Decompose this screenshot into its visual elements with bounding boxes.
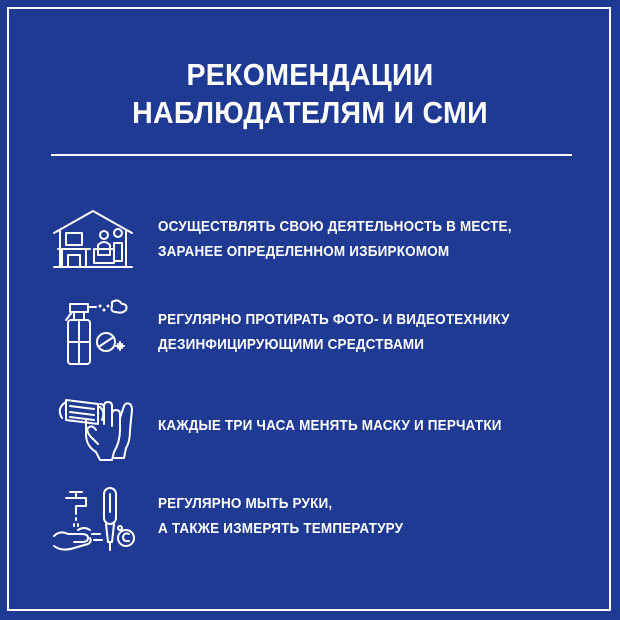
recommendation-text-2: РЕГУЛЯРНО ПРОТИРАТЬ ФОТО- И ВИДЕОТЕХНИКУ ДЕЗИНФИЦИРУЮЩИМИ СРЕДСТВАМИ — [158, 312, 510, 353]
page-title — [25, 56, 595, 132]
recommendation-item-1 — [48, 205, 588, 285]
mask-gloves-icon — [48, 390, 144, 470]
title-line-1: РЕКОМЕНДАЦИИ — [186, 57, 434, 92]
polling-station-icon — [48, 205, 144, 285]
handwash-thermometer-icon — [48, 482, 144, 562]
title-line-2: НАБЛЮДАТЕЛЯМ И СМИ — [132, 95, 488, 130]
recommendation-item-4 — [48, 482, 588, 562]
title-divider — [51, 154, 572, 156]
recommendation-text-3: КАЖДЫЕ ТРИ ЧАСА МЕНЯТЬ МАСКУ И ПЕРЧАТКИ — [158, 418, 502, 434]
disinfectant-spray-icon — [48, 298, 144, 378]
recommendation-item-2 — [48, 298, 588, 378]
recommendation-text-1: ОСУЩЕСТВЛЯТЬ СВОЮ ДЕЯТЕЛЬНОСТЬ В МЕСТЕ, ЗАРАНЕЕ ОПРЕДЕЛЕННОМ ИЗБИРКОМОМ — [158, 219, 512, 260]
recommendation-text-4: РЕГУЛЯРНО МЫТЬ РУКИ, А ТАКЖЕ ИЗМЕРЯТЬ ТЕМПЕРАТУРУ — [158, 496, 404, 537]
recommendation-item-3 — [48, 390, 588, 470]
